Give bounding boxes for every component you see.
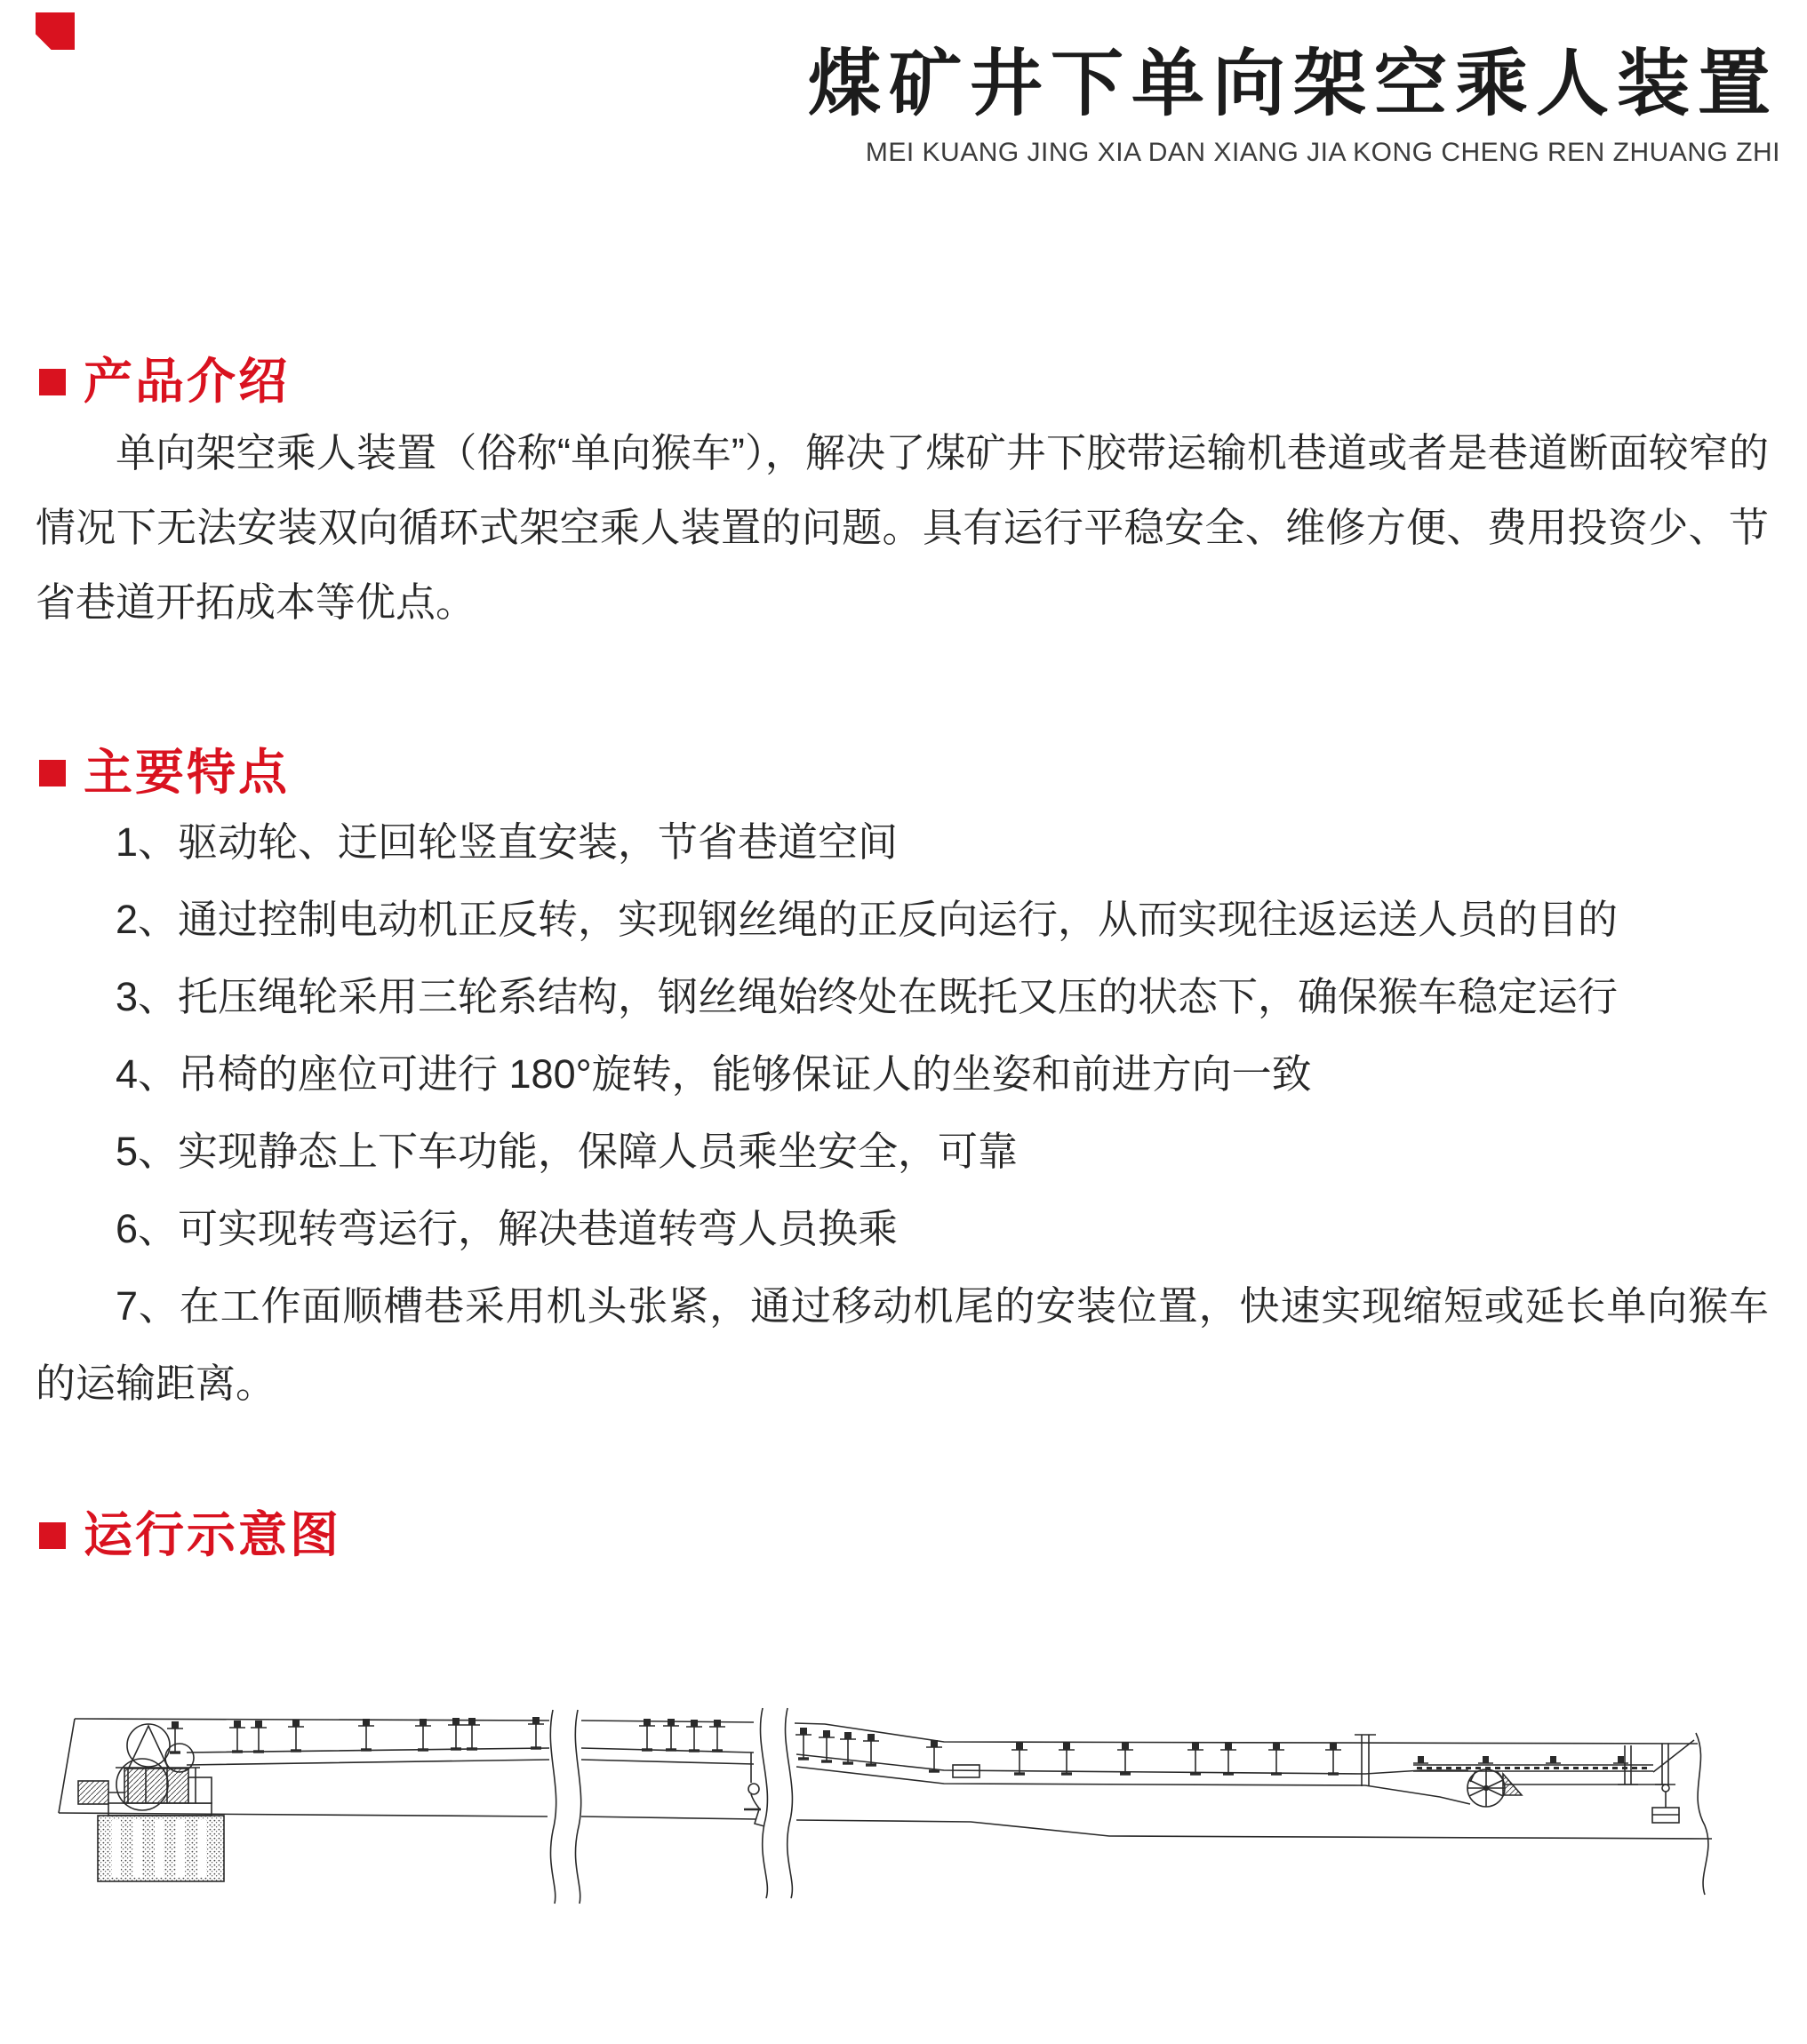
hanger-posts xyxy=(167,1717,1341,1774)
section-heading-intro xyxy=(39,354,291,409)
break-mark xyxy=(760,1708,792,1898)
page-subtitle: MEI KUANG JING XIA DAN XIANG JIA KONG CHENG REN ZHUANG ZHI xyxy=(865,138,1780,167)
drive-station xyxy=(78,1724,224,1881)
feature-item: 5、实现静态上下车功能，保障人员乘坐安全，可靠 xyxy=(116,1129,1019,1174)
tunnel-outline xyxy=(59,1719,1712,1895)
feature-item: 4、吊椅的座位可进行 180°旋转，能够保证人的坐姿和前进方向一致 xyxy=(116,1051,1312,1097)
intro-paragraph: 单向架空乘人装置（俗称“单向猴车”），解决了煤矿井下胶带运输机巷道或者是巷道断面较窄的情况下无法安装双向循环式架空乘人装置的问题。具有运行平稳安全、维修方便、费用投资少、节省巷道开拓成本等优点。 xyxy=(36,430,1769,625)
section-bullet-icon xyxy=(39,760,66,786)
feature-item: 6、可实现转弯运行，解决巷道转弯人员换乘 xyxy=(116,1206,899,1251)
section-bullet-icon xyxy=(39,369,66,395)
section-heading-diagram xyxy=(39,1507,342,1562)
feature-item: 2、通过控制电动机正反转，实现钢丝绳的正反向运行，从而实现往返运送人员的目的 xyxy=(116,897,1619,942)
counterweight xyxy=(1652,1785,1679,1823)
page-title: 煤矿井下单向架空乘人装置 xyxy=(807,44,1779,124)
section-heading-label: 主要特点 xyxy=(84,745,291,800)
section-heading-label: 运行示意图 xyxy=(84,1507,342,1562)
section-heading-features xyxy=(39,745,291,800)
corner-ribbon-icon xyxy=(36,12,75,50)
drive-wheel xyxy=(127,1724,170,1767)
roof-posts xyxy=(1618,1744,1675,1785)
rail-clamp xyxy=(1413,1756,1628,1763)
tunnel-break-edge xyxy=(1696,1733,1708,1895)
feature-list xyxy=(36,803,1769,1422)
feature-item: 7、在工作面顺槽巷采用机头张紧，通过移动机尾的安装位置，快速实现缩短或延长单向猴车的运输距离。 xyxy=(36,1283,1769,1406)
wire-rope xyxy=(187,1748,1666,1804)
break-mark xyxy=(550,1710,580,1904)
roof-edge-line xyxy=(1653,1740,1694,1772)
feature-item: 1、驱动轮、迂回轮竖直安装，节省巷道空间 xyxy=(116,819,899,865)
section-heading-label: 产品介绍 xyxy=(84,354,291,409)
motor xyxy=(124,1769,188,1803)
motor-coupling xyxy=(78,1781,108,1804)
operation-diagram xyxy=(53,1699,1738,1912)
section-bullet-icon xyxy=(39,1522,66,1549)
feature-item: 3、托压绳轮采用三轮系结构，钢丝绳始终处在既托又压的状态下，确保猴车稳定运行 xyxy=(116,974,1619,1019)
